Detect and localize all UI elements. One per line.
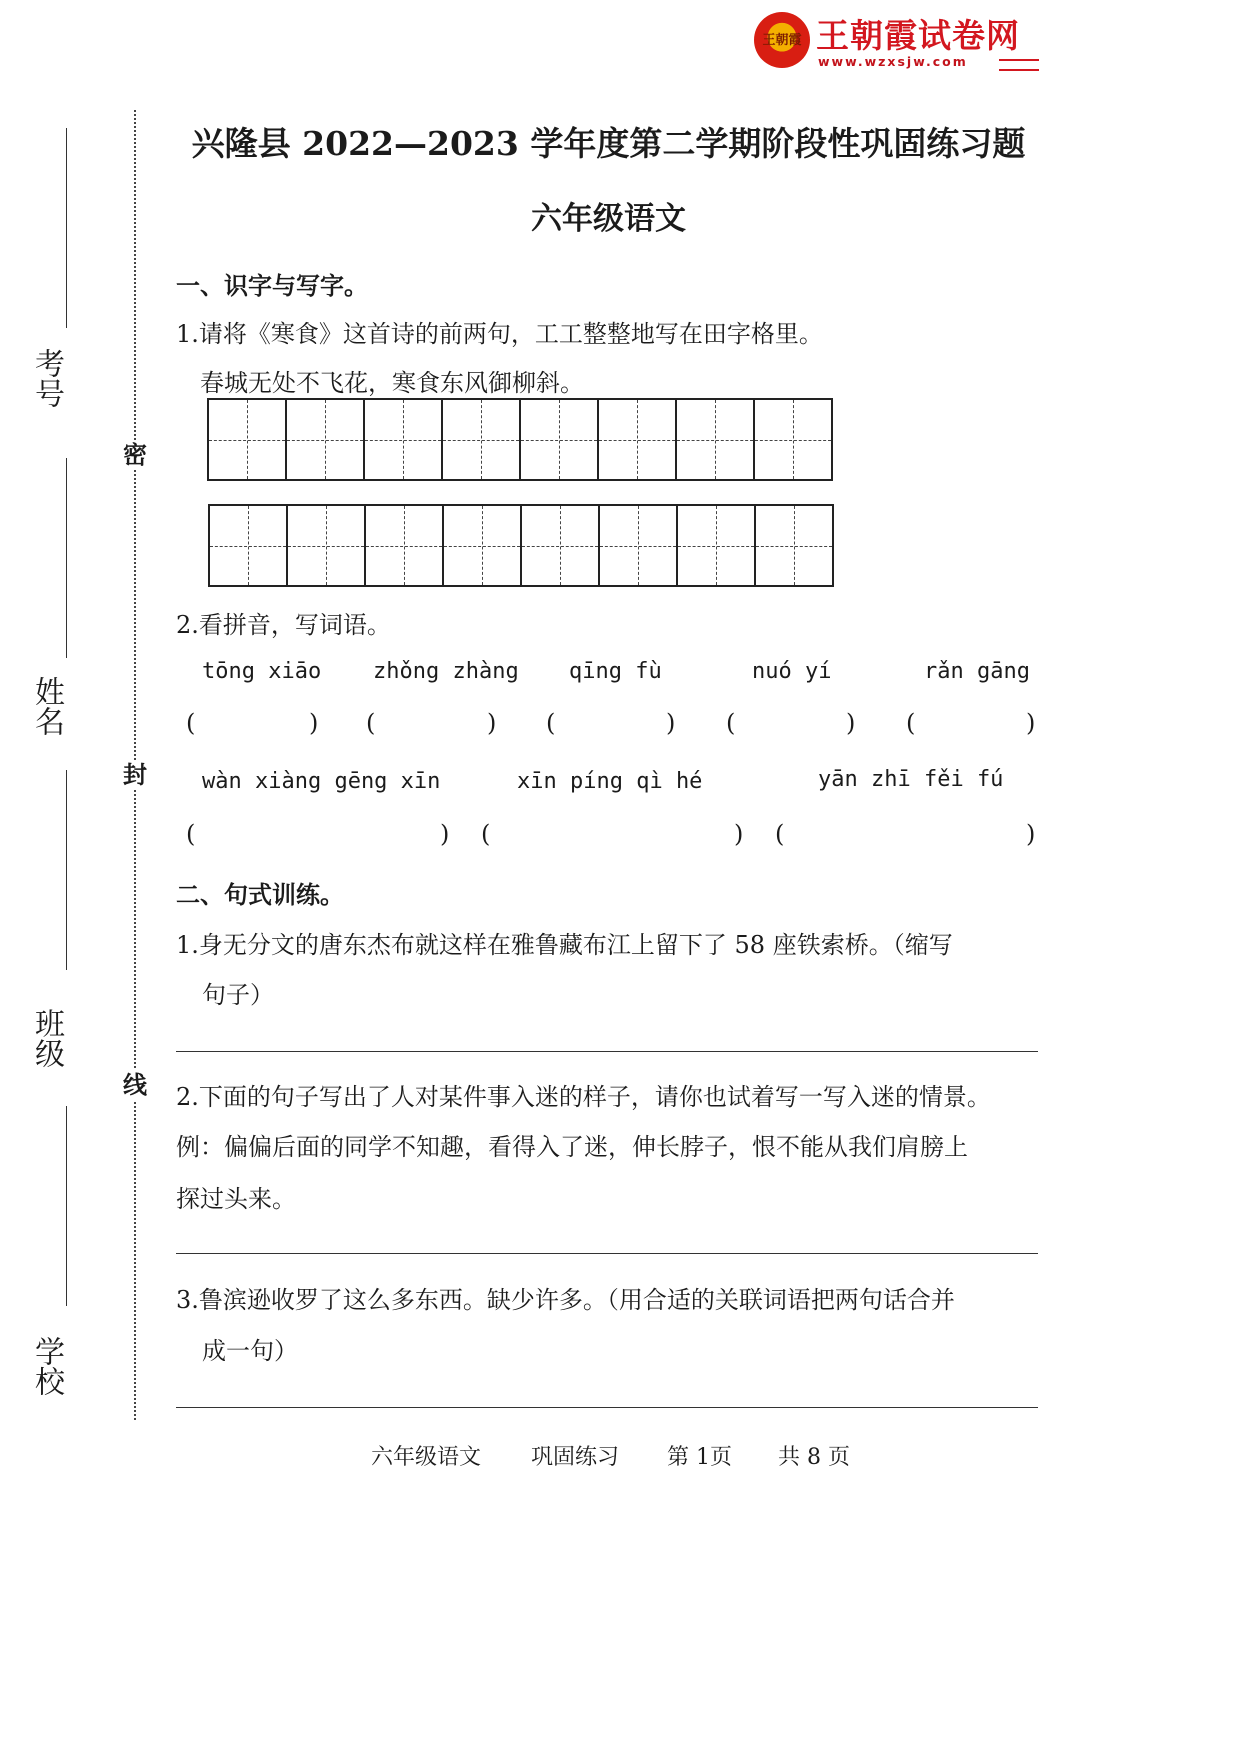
answer-bracket-open: ( [481, 820, 491, 848]
seal-mark-xian: 线 [123, 1071, 147, 1099]
footer-total-pages: 共 8 页 [778, 1445, 850, 1470]
answer-line[interactable] [176, 1051, 1038, 1052]
answer-line[interactable] [176, 1253, 1038, 1254]
pinyin-item: rǎn gāng [924, 659, 1030, 684]
tianzige-cell[interactable] [287, 400, 365, 479]
binding-rule [66, 458, 67, 658]
tianzige-grid-row-1[interactable] [207, 398, 833, 481]
question-2-3-text: 3.鲁滨逊收罗了这么多东西。缺少许多。（用合适的关联词语把两句话合并 [176, 1286, 955, 1314]
tianzige-cell[interactable] [366, 506, 444, 585]
answer-bracket-open: ( [186, 820, 196, 848]
answer-bracket-close: ) [846, 709, 856, 737]
tianzige-cell[interactable] [444, 506, 522, 585]
binding-rule [66, 128, 67, 328]
question-2-3-text-cont: 成一句） [202, 1337, 298, 1365]
pinyin-item: yān zhī fěi fú [818, 767, 1004, 792]
binding-rule [66, 1106, 67, 1306]
question-2-1-text-cont: 句子） [202, 981, 274, 1009]
logo-name: 王朝霞试卷网 [816, 16, 1020, 55]
tianzige-cell[interactable] [678, 506, 756, 585]
answer-bracket-close: ) [440, 820, 450, 848]
tianzige-cell[interactable] [755, 400, 833, 479]
answer-bracket-close: ) [1026, 709, 1036, 737]
answer-bracket-close: ) [487, 709, 497, 737]
tianzige-cell[interactable] [677, 400, 755, 479]
tianzige-cell[interactable] [209, 400, 287, 479]
tianzige-cell[interactable] [600, 506, 678, 585]
footer-page-number: 第 1页 [667, 1445, 732, 1470]
pinyin-item: qīng fù [569, 659, 662, 684]
tianzige-cell[interactable] [521, 400, 599, 479]
answer-bracket-open: ( [906, 709, 916, 737]
field-exam-number: 考号 [29, 348, 64, 408]
tianzige-cell[interactable] [599, 400, 677, 479]
logo-decoration [999, 59, 1039, 71]
tianzige-cell[interactable] [288, 506, 366, 585]
answer-bracket-close: ) [1026, 820, 1036, 848]
tianzige-cell[interactable] [756, 506, 834, 585]
binding-rule [66, 770, 67, 970]
site-logo [754, 10, 1044, 70]
question-2-1-text: 1.身无分文的唐东杰布就这样在雅鲁藏布江上留下了 58 座铁索桥。（缩写 [176, 931, 953, 959]
seal-mark-mi: 密 [123, 441, 147, 469]
seal-mark-feng: 封 [123, 761, 147, 789]
question-2-2-example-cont: 探过头来。 [176, 1185, 296, 1213]
answer-bracket-close: ) [666, 709, 676, 737]
section-heading-2: 二、句式训练。 [176, 881, 344, 909]
pinyin-item: xīn píng qì hé [517, 769, 703, 794]
question-2-2-example: 例：偏偏后面的同学不知趣，看得入了迷，伸长脖子，恨不能从我们肩膀上 [176, 1133, 968, 1161]
logo-url: www.wzxsjw.com [818, 54, 968, 69]
tianzige-cell[interactable] [365, 400, 443, 479]
pinyin-item: wàn xiàng gēng xīn [202, 769, 441, 794]
tianzige-cell[interactable] [522, 506, 600, 585]
pinyin-item: nuó yí [752, 659, 832, 684]
footer-subject: 六年级语文 [371, 1445, 482, 1470]
exam-title: 兴隆县 2022—2023 学年度第二学期阶段性巩固练习题 [191, 124, 1026, 163]
tianzige-grid-row-2[interactable] [208, 504, 834, 587]
exam-subtitle: 六年级语文 [531, 201, 686, 237]
footer-type: 巩固练习 [531, 1445, 620, 1470]
logo-seal-icon: 王朝霞 [754, 12, 810, 68]
answer-bracket-open: ( [726, 709, 736, 737]
field-name: 姓名 [29, 676, 64, 736]
tianzige-cell[interactable] [443, 400, 521, 479]
question-2-2-text: 2.下面的句子写出了人对某件事入迷的样子，请你也试着写一写入迷的情景。 [176, 1083, 991, 1111]
answer-line[interactable] [176, 1407, 1038, 1408]
field-class: 班级 [29, 1008, 64, 1068]
poem-lines: 春城无处不飞花，寒食东风御柳斜。 [200, 369, 584, 397]
section-heading-1: 一、识字与写字。 [176, 272, 368, 300]
pinyin-item: zhǒng zhàng [373, 659, 519, 684]
question-1-2-prompt: 2.看拼音，写词语。 [176, 611, 391, 639]
answer-bracket-close: ) [734, 820, 744, 848]
question-1-1-prompt: 1.请将《寒食》这首诗的前两句，工工整整地写在田字格里。 [176, 320, 823, 348]
answer-bracket-open: ( [775, 820, 785, 848]
answer-bracket-open: ( [186, 709, 196, 737]
answer-bracket-close: ) [309, 709, 319, 737]
pinyin-item: tōng xiāo [202, 659, 322, 684]
field-school: 学校 [29, 1336, 64, 1396]
answer-bracket-open: ( [366, 709, 376, 737]
answer-bracket-open: ( [546, 709, 556, 737]
tianzige-cell[interactable] [210, 506, 288, 585]
